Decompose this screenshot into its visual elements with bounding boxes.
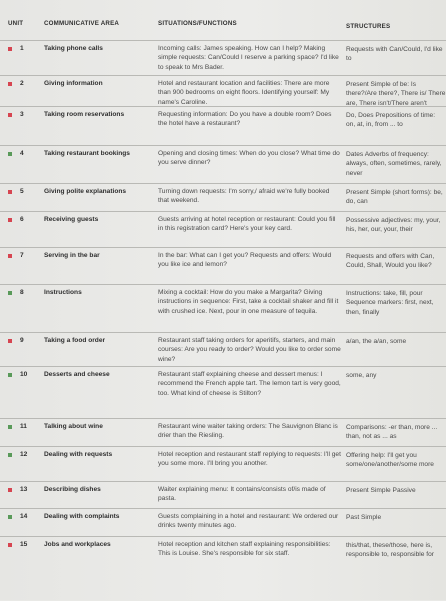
structures: Present Simple Passive [346, 487, 416, 494]
table-row [0, 247, 446, 285]
table-row [0, 40, 446, 76]
communicative-area: Serving in the bar [44, 252, 100, 259]
communicative-area: Dealing with complaints [44, 513, 120, 520]
situations-functions: Guests complaining in a hotel and restaurant: We ordered our drinks twenty minutes ago. [158, 513, 339, 530]
structures: a/an, the a/an, some [346, 338, 407, 345]
table-row [0, 75, 446, 107]
unit-marker-square [8, 425, 12, 429]
unit-number: 7 [20, 252, 24, 259]
structures: Requests with Can/Could, I'd like to [346, 46, 443, 63]
situations-functions: Restaurant staff taking orders for aperitifs, starters, and main courses: Are you ready to order? Would you like to order some wine? [158, 337, 341, 363]
communicative-area: Taking a food order [44, 337, 106, 344]
unit-number: 5 [20, 188, 24, 195]
unit-number: 14 [20, 513, 28, 520]
unit-number: 15 [20, 541, 28, 548]
unit-number: 4 [20, 150, 24, 157]
unit-number: 3 [20, 111, 24, 118]
situations-functions: Opening and closing times: When do you close? What time do you serve dinner? [158, 150, 340, 167]
communicative-area: Giving polite explanations [44, 188, 127, 195]
structures: Present Simple (short forms): be, do, can [346, 189, 443, 206]
table-header [0, 14, 446, 38]
structures: Past Simple [346, 514, 382, 521]
communicative-area: Giving information [44, 80, 103, 87]
communicative-area: Taking room reservations [44, 111, 125, 118]
table-row [0, 145, 446, 184]
structures: Comparisons: -er than, more ... than, not as ... as [346, 424, 438, 441]
table-row [0, 284, 446, 333]
unit-number: 11 [20, 423, 27, 430]
unit-marker-square [8, 291, 12, 295]
unit-marker-square [8, 373, 12, 377]
communicative-area: Jobs and workplaces [44, 541, 111, 548]
situations-functions: Hotel reception and kitchen staff explaining responsibilities: This is Louise. She's responsible for six staff. [158, 541, 331, 558]
situations-functions: Hotel and restaurant location and facilities: There are more than 900 bedrooms on eight floors. Identifying yourself: My name's Caroline. [158, 80, 330, 106]
unit-number: 9 [20, 337, 24, 344]
situations-functions: Mixing a cocktail: How do you make a Margarita? Giving instructions in sequence: First, take a cocktail shaker and fill it with crushed ice. Next, pour in one measure of tequila. [158, 289, 339, 315]
table-row [0, 536, 446, 601]
unit-marker-square [8, 190, 12, 194]
structures: some, any [346, 372, 377, 379]
unit-number: 10 [20, 371, 28, 378]
unit-marker-square [8, 113, 12, 117]
unit-marker-square [8, 47, 12, 51]
header-structures: STRUCTURES [346, 23, 391, 30]
unit-marker-square [8, 254, 12, 258]
situations-functions: Waiter explaining menu: It contains/consists of/is made of pasta. [158, 486, 326, 503]
unit-marker-square [8, 453, 12, 457]
communicative-area: Dealing with requests [44, 451, 113, 458]
unit-marker-square [8, 82, 12, 86]
table-row [0, 366, 446, 419]
table-row [0, 211, 446, 248]
structures: Present Simple of be: Is there?/Are there?, There is/ There are, There isn't/There aren't [346, 81, 446, 107]
unit-number: 8 [20, 289, 24, 296]
table-row [0, 418, 446, 447]
structures: Requests and offers with Can, Could, Shall, Would you like? [346, 253, 435, 270]
unit-number: 12 [20, 451, 28, 458]
situations-functions: Turning down requests: I'm sorry,/ afraid we're fully booked that weekend. [158, 188, 330, 205]
header-unit: UNIT [8, 20, 24, 27]
situations-functions: In the bar: What can I get you? Requests and offers: Would you like ice and lemon? [158, 252, 332, 269]
table-row [0, 508, 446, 537]
structures: Offering help: I'll get you some/one/another/some more [346, 452, 434, 469]
communicative-area: Instructions [44, 289, 82, 296]
header-communicative-area: COMMUNICATIVE AREA [44, 20, 120, 27]
communicative-area: Receiving guests [44, 216, 99, 223]
table-row [0, 332, 446, 367]
situations-functions: Hotel reception and restaurant staff replying to requests: I'll get you some more. I'll bring you another. [158, 451, 341, 468]
unit-marker-square [8, 152, 12, 156]
situations-functions: Restaurant wine waiter taking orders: The Sauvignon Blanc is drier than the Riesling. [158, 423, 338, 440]
table-row [0, 183, 446, 212]
communicative-area: Describing dishes [44, 486, 101, 493]
table-row [0, 481, 446, 509]
unit-number: 2 [20, 80, 24, 87]
unit-marker-square [8, 339, 12, 343]
table-row [0, 446, 446, 482]
situations-functions: Requesting information: Do you have a double room? Does the hotel have a restaurant? [158, 111, 332, 128]
header-situations-functions: SITUATIONS/FUNCTIONS [158, 20, 237, 27]
unit-marker-square [8, 218, 12, 222]
unit-number: 13 [20, 486, 28, 493]
situations-functions: Guests arriving at hotel reception or restaurant: Could you fill in this registration card? Here's your key card. [158, 216, 336, 233]
structures: this/that, these/those, here is, responsible to, responsible for [346, 542, 434, 559]
communicative-area: Taking phone calls [44, 45, 103, 52]
unit-number: 6 [20, 216, 24, 223]
communicative-area: Talking about wine [44, 423, 103, 430]
unit-marker-square [8, 543, 12, 547]
structures: Instructions: take, fill, pour Sequence markers: first, next, then, finally [346, 290, 434, 316]
structures: Dates Adverbs of frequency: always, often, sometimes, rarely, never [346, 151, 442, 177]
unit-number: 1 [20, 45, 24, 52]
unit-marker-square [8, 515, 12, 519]
communicative-area: Desserts and cheese [44, 371, 110, 378]
situations-functions: Incoming calls: James speaking. How can I help? Making simple requests: Can/Could I reserve a parking space? I'd like to speak to Mrs Bader. [158, 45, 339, 71]
structures: Do, Does Prepositions of time: on, at, in, from ... to [346, 112, 436, 129]
situations-functions: Restaurant staff explaining cheese and dessert menus: I recommend the French apple tart. The lemon tart is very good, too. What kind of cheese is Stilton? [158, 371, 341, 397]
communicative-area: Taking restaurant bookings [44, 150, 130, 157]
table-row [0, 106, 446, 146]
structures: Possessive adjectives: my, your, his, her, our, your, their [346, 217, 441, 234]
unit-marker-square [8, 488, 12, 492]
